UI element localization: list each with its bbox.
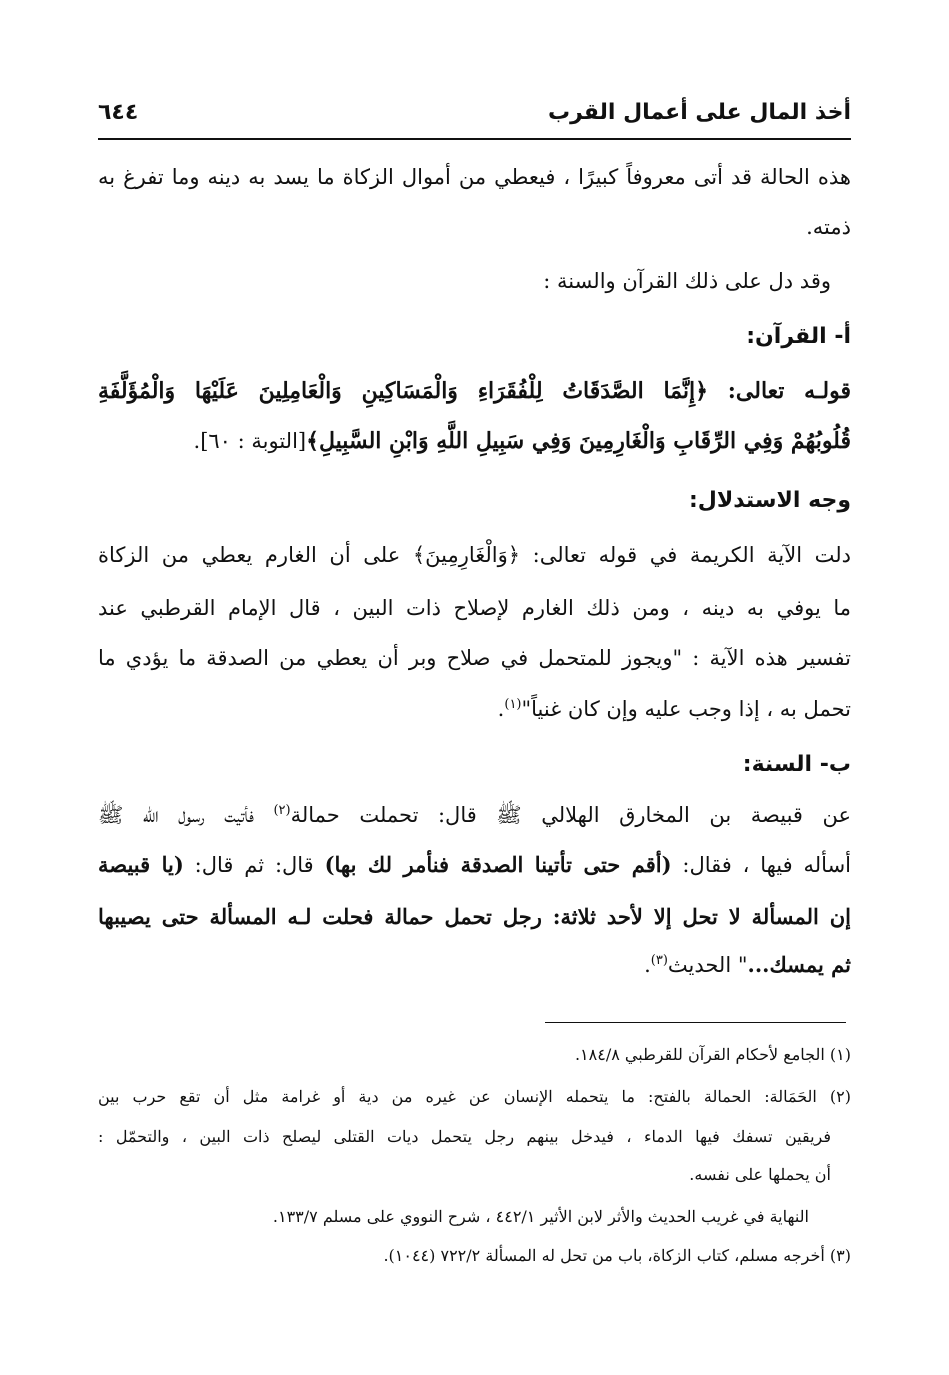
quran-verse-line-1: قولـه تعالى: ﴿إِنَّمَا الصَّدَقَاتُ لِلْفُقَرَاءِ وَالْمَسَاكِينِ وَالْعَامِلِينَ عَلَيْهَا وَالْمُؤَلَّفَةِ bbox=[98, 378, 851, 404]
section-heading-quran: أ- القرآن: bbox=[746, 324, 851, 349]
quran-verse-line-2 bbox=[98, 426, 851, 456]
quran-reference: [التوبة : ٦٠]. bbox=[193, 429, 307, 453]
paragraph-line-4-end: . bbox=[497, 697, 505, 721]
running-header bbox=[98, 100, 851, 134]
hadith-label: " الحديث bbox=[667, 953, 748, 977]
paragraph-line-4 bbox=[98, 694, 851, 724]
hadith-line-4 bbox=[98, 950, 851, 980]
footnote-ref-3[interactable]: (٣) bbox=[650, 953, 668, 968]
hadith-line-1 bbox=[98, 800, 851, 830]
footnote-divider bbox=[545, 1022, 846, 1023]
paragraph-line-3: تفسير هذه الآية : "ويجوز للمتحمل في صلاح وبر أن يعطي من الصدقة ما يؤدي ما bbox=[98, 646, 851, 670]
paragraph-line-1: دلت الآية الكريمة في قوله تعالى: ﴿وَالْغَارِمِينَ﴾ على أن الغارم يعطي من الزكاة bbox=[98, 543, 851, 567]
paragraph-line-2: ما يوفي به دينه ، ومن ذلك الغارم لإصلاح ذات البين ، قال الإمام القرطبي عند bbox=[98, 596, 851, 620]
hadith-line-2-text-a: أسأله فيها ، فقال: bbox=[671, 853, 852, 877]
hadith-line-3: إن المسألة لا تحل إلا لأحد ثلاثة: رجل تحمل حمالة فحلت لـه المسألة حتى يصيبها bbox=[98, 904, 851, 929]
header-divider bbox=[98, 138, 851, 140]
footnote-3: (٣) أخرجه مسلم، كتاب الزكاة، باب من تحل له المسألة ٧٢٢/٢ (١٠٤٤). bbox=[383, 1246, 851, 1265]
hadith-line-1-text-b: فأتيت رسول الله ﷺ bbox=[98, 803, 274, 827]
hadith-line-1-text-a: عن قبيصة بن المخارق الهلالي ﷺ قال: تحملت حمالة bbox=[290, 803, 852, 827]
page-number: ٦٤٤ bbox=[98, 100, 139, 125]
section-heading-sunnah: ب- السنة: bbox=[742, 752, 851, 777]
quran-verse-text: قُلُوبُهُمْ وَفِي الرِّقَابِ وَالْغَارِمِينَ وَفِي سَبِيلِ اللَّهِ وَابْنِ السَّبِيلِ﴾ bbox=[306, 428, 851, 454]
hadith-quote-1: (أقم حتى تأتينا الصدقة فنأمر لك بها) bbox=[324, 852, 672, 877]
paragraph-line-4-text: تحمل به ، إذا وجب عليه وإن كان غنياً" bbox=[521, 697, 851, 721]
hadith-line-2-text-c: قال: ثم قال: bbox=[183, 853, 325, 877]
section-heading-inference: وجه الاستدلال: bbox=[688, 488, 851, 513]
footnote-2-line-2: فريقين تسفك فيها الدماء ، فيدخل بينهم رجل يتحمل ديات القتلى ليصلح ذات البين ، والتحمّل : bbox=[98, 1127, 831, 1146]
footnote-2-line-3: أن يحملها على نفسه. bbox=[689, 1165, 831, 1184]
hadith-quote-2-end: ثم يمسك... bbox=[747, 952, 851, 977]
footnote-ref-1[interactable]: (١) bbox=[504, 697, 522, 712]
hadith-quote-2-start: (يا قبيصة bbox=[98, 852, 184, 877]
hadith-line-4-end: . bbox=[644, 953, 651, 977]
body-line-1: هذه الحالة قد أتى معروفاً كبيرًا ، فيعطي من أموال الزكاة ما يسد به دينه وما تفرغ به bbox=[98, 165, 851, 189]
footnote-ref-2[interactable]: (٢) bbox=[273, 803, 291, 818]
footnote-2-source: النهاية في غريب الحديث والأثر لابن الأثير ٤٤٢/١ ، شرح النووي على مسلم ١٣٣/٧. bbox=[272, 1207, 809, 1226]
hadith-line-2 bbox=[98, 850, 851, 880]
body-line-2: ذمته. bbox=[806, 215, 851, 239]
footnote-1: (١) الجامع لأحكام القرآن للقرطبي ١٨٤/٨. bbox=[574, 1045, 851, 1064]
body-line-3: وقد دل على ذلك القرآن والسنة : bbox=[543, 269, 831, 293]
footnote-2-line-1: (٢) الحَمَالة: الحمالة بالفتح: ما يتحمله الإنسان عن غيره من دية أو غرامة مثل أن تقع حرب بين bbox=[98, 1087, 851, 1106]
running-title: أخذ المال على أعمال القرب bbox=[547, 100, 851, 125]
